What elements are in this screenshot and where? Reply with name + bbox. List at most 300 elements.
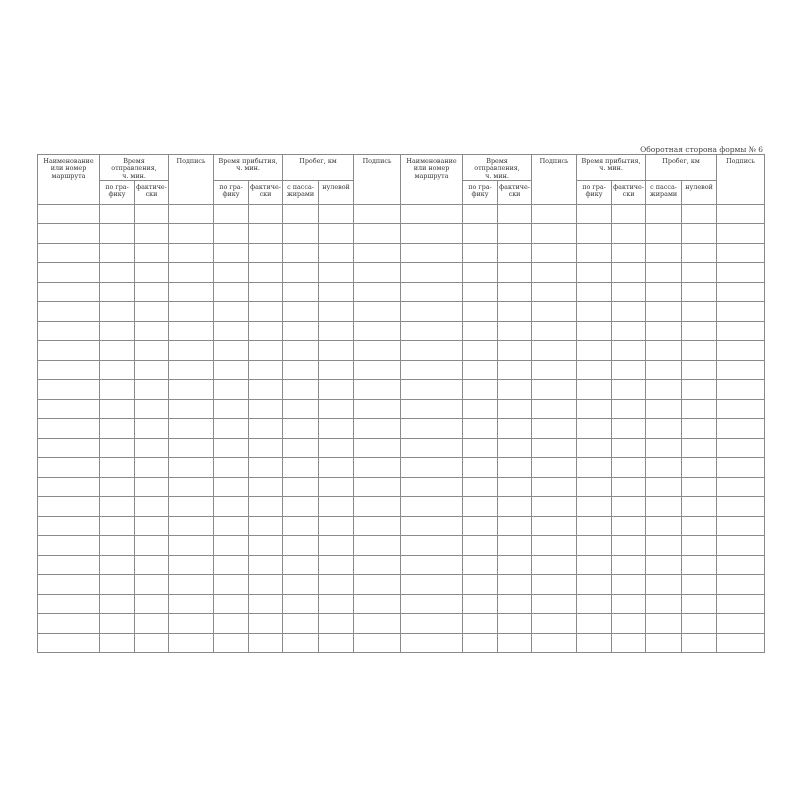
table-cell[interactable]: [612, 204, 646, 224]
table-cell[interactable]: [717, 204, 765, 224]
table-cell[interactable]: [401, 614, 463, 634]
table-cell[interactable]: [498, 224, 532, 244]
table-cell[interactable]: [354, 224, 401, 244]
table-cell[interactable]: [682, 302, 717, 322]
table-cell[interactable]: [135, 399, 169, 419]
table-cell[interactable]: [577, 575, 612, 595]
table-cell[interactable]: [646, 516, 682, 536]
table-cell[interactable]: [401, 419, 463, 439]
table-cell[interactable]: [498, 633, 532, 653]
table-cell[interactable]: [717, 594, 765, 614]
table-cell[interactable]: [354, 243, 401, 263]
table-cell[interactable]: [532, 633, 577, 653]
table-cell[interactable]: [249, 438, 283, 458]
table-cell[interactable]: [682, 438, 717, 458]
table-cell[interactable]: [169, 477, 214, 497]
table-cell[interactable]: [169, 302, 214, 322]
table-cell[interactable]: [646, 263, 682, 283]
table-cell[interactable]: [249, 321, 283, 341]
table-cell[interactable]: [532, 224, 577, 244]
table-cell[interactable]: [498, 458, 532, 478]
table-cell[interactable]: [169, 458, 214, 478]
table-cell[interactable]: [577, 555, 612, 575]
table-cell[interactable]: [498, 438, 532, 458]
table-cell[interactable]: [283, 555, 319, 575]
table-cell[interactable]: [646, 536, 682, 556]
table-cell[interactable]: [463, 614, 498, 634]
table-cell[interactable]: [577, 614, 612, 634]
table-cell[interactable]: [354, 614, 401, 634]
table-cell[interactable]: [577, 419, 612, 439]
table-cell[interactable]: [646, 438, 682, 458]
table-cell[interactable]: [532, 594, 577, 614]
table-cell[interactable]: [283, 497, 319, 517]
table-cell[interactable]: [249, 243, 283, 263]
table-cell[interactable]: [38, 360, 100, 380]
table-cell[interactable]: [38, 341, 100, 361]
table-cell[interactable]: [401, 224, 463, 244]
table-cell[interactable]: [646, 302, 682, 322]
table-cell[interactable]: [169, 575, 214, 595]
table-cell[interactable]: [319, 575, 354, 595]
table-cell[interactable]: [612, 419, 646, 439]
table-cell[interactable]: [319, 458, 354, 478]
table-cell[interactable]: [577, 321, 612, 341]
table-cell[interactable]: [532, 380, 577, 400]
table-cell[interactable]: [463, 419, 498, 439]
table-cell[interactable]: [401, 477, 463, 497]
table-cell[interactable]: [498, 263, 532, 283]
table-cell[interactable]: [319, 399, 354, 419]
table-cell[interactable]: [249, 360, 283, 380]
table-cell[interactable]: [38, 438, 100, 458]
table-cell[interactable]: [283, 243, 319, 263]
table-cell[interactable]: [682, 614, 717, 634]
table-cell[interactable]: [319, 341, 354, 361]
table-cell[interactable]: [646, 243, 682, 263]
table-cell[interactable]: [401, 516, 463, 536]
table-cell[interactable]: [169, 516, 214, 536]
table-cell[interactable]: [577, 477, 612, 497]
table-cell[interactable]: [463, 341, 498, 361]
table-cell[interactable]: [100, 380, 135, 400]
table-cell[interactable]: [646, 224, 682, 244]
table-cell[interactable]: [498, 536, 532, 556]
table-cell[interactable]: [532, 438, 577, 458]
table-cell[interactable]: [401, 341, 463, 361]
table-cell[interactable]: [682, 477, 717, 497]
table-cell[interactable]: [38, 555, 100, 575]
table-cell[interactable]: [401, 302, 463, 322]
table-cell[interactable]: [169, 263, 214, 283]
table-cell[interactable]: [319, 477, 354, 497]
table-cell[interactable]: [38, 224, 100, 244]
table-cell[interactable]: [100, 263, 135, 283]
table-cell[interactable]: [646, 477, 682, 497]
table-cell[interactable]: [100, 419, 135, 439]
table-cell[interactable]: [463, 497, 498, 517]
table-cell[interactable]: [612, 243, 646, 263]
table-cell[interactable]: [646, 575, 682, 595]
table-cell[interactable]: [401, 360, 463, 380]
table-cell[interactable]: [319, 633, 354, 653]
table-cell[interactable]: [717, 633, 765, 653]
table-cell[interactable]: [401, 575, 463, 595]
table-cell[interactable]: [532, 360, 577, 380]
table-cell[interactable]: [682, 321, 717, 341]
table-cell[interactable]: [249, 497, 283, 517]
table-cell[interactable]: [577, 399, 612, 419]
table-cell[interactable]: [214, 380, 249, 400]
table-cell[interactable]: [463, 360, 498, 380]
table-cell[interactable]: [498, 302, 532, 322]
table-cell[interactable]: [249, 633, 283, 653]
table-cell[interactable]: [135, 282, 169, 302]
table-cell[interactable]: [169, 360, 214, 380]
table-cell[interactable]: [401, 399, 463, 419]
table-cell[interactable]: [612, 341, 646, 361]
table-cell[interactable]: [100, 633, 135, 653]
table-cell[interactable]: [214, 204, 249, 224]
table-cell[interactable]: [214, 243, 249, 263]
table-cell[interactable]: [717, 516, 765, 536]
table-cell[interactable]: [249, 458, 283, 478]
table-cell[interactable]: [135, 536, 169, 556]
table-cell[interactable]: [135, 263, 169, 283]
table-cell[interactable]: [463, 477, 498, 497]
table-cell[interactable]: [717, 341, 765, 361]
table-cell[interactable]: [214, 321, 249, 341]
table-cell[interactable]: [283, 204, 319, 224]
table-cell[interactable]: [646, 614, 682, 634]
table-cell[interactable]: [135, 224, 169, 244]
table-cell[interactable]: [283, 438, 319, 458]
table-cell[interactable]: [249, 263, 283, 283]
table-cell[interactable]: [354, 536, 401, 556]
table-cell[interactable]: [612, 321, 646, 341]
table-cell[interactable]: [646, 282, 682, 302]
table-cell[interactable]: [214, 302, 249, 322]
table-cell[interactable]: [532, 204, 577, 224]
table-cell[interactable]: [646, 555, 682, 575]
table-cell[interactable]: [646, 633, 682, 653]
table-cell[interactable]: [532, 263, 577, 283]
table-cell[interactable]: [283, 477, 319, 497]
table-cell[interactable]: [100, 477, 135, 497]
table-cell[interactable]: [612, 516, 646, 536]
table-cell[interactable]: [498, 360, 532, 380]
table-cell[interactable]: [319, 516, 354, 536]
table-cell[interactable]: [498, 380, 532, 400]
table-cell[interactable]: [577, 633, 612, 653]
table-cell[interactable]: [532, 614, 577, 634]
table-cell[interactable]: [717, 438, 765, 458]
table-cell[interactable]: [717, 321, 765, 341]
table-cell[interactable]: [646, 497, 682, 517]
table-cell[interactable]: [577, 458, 612, 478]
table-cell[interactable]: [498, 516, 532, 536]
table-cell[interactable]: [100, 516, 135, 536]
table-cell[interactable]: [249, 594, 283, 614]
table-cell[interactable]: [463, 399, 498, 419]
table-cell[interactable]: [717, 360, 765, 380]
table-cell[interactable]: [319, 497, 354, 517]
table-cell[interactable]: [283, 419, 319, 439]
table-cell[interactable]: [38, 243, 100, 263]
table-cell[interactable]: [214, 458, 249, 478]
table-cell[interactable]: [283, 516, 319, 536]
table-cell[interactable]: [38, 263, 100, 283]
table-cell[interactable]: [100, 458, 135, 478]
table-cell[interactable]: [100, 282, 135, 302]
table-cell[interactable]: [214, 633, 249, 653]
table-cell[interactable]: [612, 614, 646, 634]
table-cell[interactable]: [354, 575, 401, 595]
table-cell[interactable]: [717, 555, 765, 575]
table-cell[interactable]: [354, 399, 401, 419]
table-cell[interactable]: [682, 419, 717, 439]
table-cell[interactable]: [401, 536, 463, 556]
table-cell[interactable]: [283, 224, 319, 244]
table-cell[interactable]: [214, 224, 249, 244]
table-cell[interactable]: [401, 497, 463, 517]
table-cell[interactable]: [283, 594, 319, 614]
table-cell[interactable]: [612, 224, 646, 244]
table-cell[interactable]: [717, 302, 765, 322]
table-cell[interactable]: [717, 263, 765, 283]
table-cell[interactable]: [169, 399, 214, 419]
table-cell[interactable]: [532, 458, 577, 478]
table-cell[interactable]: [135, 204, 169, 224]
table-cell[interactable]: [283, 302, 319, 322]
table-cell[interactable]: [463, 516, 498, 536]
table-cell[interactable]: [38, 282, 100, 302]
table-cell[interactable]: [401, 458, 463, 478]
table-cell[interactable]: [577, 282, 612, 302]
table-cell[interactable]: [532, 497, 577, 517]
table-cell[interactable]: [319, 380, 354, 400]
table-cell[interactable]: [682, 536, 717, 556]
table-cell[interactable]: [577, 380, 612, 400]
table-cell[interactable]: [100, 224, 135, 244]
table-cell[interactable]: [283, 282, 319, 302]
table-cell[interactable]: [214, 399, 249, 419]
table-cell[interactable]: [135, 243, 169, 263]
table-cell[interactable]: [646, 594, 682, 614]
table-cell[interactable]: [498, 419, 532, 439]
table-cell[interactable]: [717, 536, 765, 556]
table-cell[interactable]: [612, 633, 646, 653]
table-cell[interactable]: [646, 399, 682, 419]
table-cell[interactable]: [135, 341, 169, 361]
table-cell[interactable]: [577, 438, 612, 458]
table-cell[interactable]: [100, 575, 135, 595]
table-cell[interactable]: [354, 594, 401, 614]
table-cell[interactable]: [249, 536, 283, 556]
table-cell[interactable]: [38, 497, 100, 517]
table-cell[interactable]: [532, 419, 577, 439]
table-cell[interactable]: [498, 243, 532, 263]
table-cell[interactable]: [401, 438, 463, 458]
table-cell[interactable]: [100, 614, 135, 634]
table-cell[interactable]: [249, 477, 283, 497]
table-cell[interactable]: [682, 497, 717, 517]
table-cell[interactable]: [100, 399, 135, 419]
table-cell[interactable]: [532, 399, 577, 419]
table-cell[interactable]: [38, 633, 100, 653]
table-cell[interactable]: [646, 341, 682, 361]
table-cell[interactable]: [682, 458, 717, 478]
table-cell[interactable]: [401, 633, 463, 653]
table-cell[interactable]: [354, 380, 401, 400]
table-cell[interactable]: [354, 282, 401, 302]
table-cell[interactable]: [354, 360, 401, 380]
table-cell[interactable]: [169, 243, 214, 263]
table-cell[interactable]: [682, 204, 717, 224]
table-cell[interactable]: [682, 516, 717, 536]
table-cell[interactable]: [612, 555, 646, 575]
table-cell[interactable]: [214, 497, 249, 517]
table-cell[interactable]: [354, 555, 401, 575]
table-cell[interactable]: [682, 341, 717, 361]
table-cell[interactable]: [612, 263, 646, 283]
table-cell[interactable]: [214, 555, 249, 575]
table-cell[interactable]: [498, 321, 532, 341]
table-cell[interactable]: [532, 302, 577, 322]
table-cell[interactable]: [135, 633, 169, 653]
table-cell[interactable]: [682, 243, 717, 263]
table-cell[interactable]: [169, 555, 214, 575]
table-cell[interactable]: [319, 243, 354, 263]
table-cell[interactable]: [249, 204, 283, 224]
table-cell[interactable]: [319, 555, 354, 575]
table-cell[interactable]: [612, 380, 646, 400]
table-cell[interactable]: [214, 516, 249, 536]
table-cell[interactable]: [401, 243, 463, 263]
table-cell[interactable]: [135, 419, 169, 439]
table-cell[interactable]: [577, 302, 612, 322]
table-cell[interactable]: [319, 263, 354, 283]
table-cell[interactable]: [577, 243, 612, 263]
table-cell[interactable]: [100, 302, 135, 322]
table-cell[interactable]: [463, 438, 498, 458]
table-cell[interactable]: [354, 263, 401, 283]
table-cell[interactable]: [682, 360, 717, 380]
table-cell[interactable]: [532, 555, 577, 575]
table-cell[interactable]: [100, 360, 135, 380]
table-cell[interactable]: [532, 243, 577, 263]
table-cell[interactable]: [498, 341, 532, 361]
table-cell[interactable]: [401, 380, 463, 400]
table-cell[interactable]: [169, 633, 214, 653]
table-cell[interactable]: [612, 438, 646, 458]
table-cell[interactable]: [612, 458, 646, 478]
table-cell[interactable]: [577, 263, 612, 283]
table-cell[interactable]: [38, 204, 100, 224]
table-cell[interactable]: [135, 477, 169, 497]
table-cell[interactable]: [577, 341, 612, 361]
table-cell[interactable]: [577, 516, 612, 536]
table-cell[interactable]: [463, 224, 498, 244]
table-cell[interactable]: [169, 224, 214, 244]
table-cell[interactable]: [169, 282, 214, 302]
table-cell[interactable]: [682, 555, 717, 575]
table-cell[interactable]: [463, 380, 498, 400]
table-cell[interactable]: [646, 204, 682, 224]
table-cell[interactable]: [498, 497, 532, 517]
table-cell[interactable]: [682, 399, 717, 419]
table-cell[interactable]: [283, 614, 319, 634]
table-cell[interactable]: [612, 302, 646, 322]
table-cell[interactable]: [717, 614, 765, 634]
table-cell[interactable]: [214, 263, 249, 283]
table-cell[interactable]: [682, 594, 717, 614]
table-cell[interactable]: [283, 321, 319, 341]
table-cell[interactable]: [682, 633, 717, 653]
table-cell[interactable]: [214, 594, 249, 614]
table-cell[interactable]: [100, 321, 135, 341]
table-cell[interactable]: [717, 458, 765, 478]
table-cell[interactable]: [319, 419, 354, 439]
table-cell[interactable]: [612, 594, 646, 614]
table-cell[interactable]: [401, 594, 463, 614]
table-cell[interactable]: [249, 224, 283, 244]
table-cell[interactable]: [717, 419, 765, 439]
table-cell[interactable]: [717, 380, 765, 400]
table-cell[interactable]: [401, 321, 463, 341]
table-cell[interactable]: [135, 321, 169, 341]
table-cell[interactable]: [38, 594, 100, 614]
table-cell[interactable]: [577, 360, 612, 380]
table-cell[interactable]: [498, 399, 532, 419]
table-cell[interactable]: [283, 575, 319, 595]
table-cell[interactable]: [498, 575, 532, 595]
table-cell[interactable]: [577, 497, 612, 517]
table-cell[interactable]: [498, 614, 532, 634]
table-cell[interactable]: [463, 302, 498, 322]
table-cell[interactable]: [249, 419, 283, 439]
table-cell[interactable]: [717, 497, 765, 517]
table-cell[interactable]: [319, 204, 354, 224]
table-cell[interactable]: [283, 633, 319, 653]
table-cell[interactable]: [249, 575, 283, 595]
table-cell[interactable]: [169, 380, 214, 400]
table-cell[interactable]: [214, 536, 249, 556]
table-cell[interactable]: [38, 614, 100, 634]
table-cell[interactable]: [38, 321, 100, 341]
table-cell[interactable]: [463, 204, 498, 224]
table-cell[interactable]: [354, 516, 401, 536]
table-cell[interactable]: [249, 399, 283, 419]
table-cell[interactable]: [354, 477, 401, 497]
table-cell[interactable]: [463, 536, 498, 556]
table-cell[interactable]: [214, 614, 249, 634]
table-cell[interactable]: [214, 575, 249, 595]
table-cell[interactable]: [169, 419, 214, 439]
table-cell[interactable]: [283, 536, 319, 556]
table-cell[interactable]: [463, 243, 498, 263]
table-cell[interactable]: [646, 380, 682, 400]
table-cell[interactable]: [38, 477, 100, 497]
table-cell[interactable]: [682, 282, 717, 302]
table-cell[interactable]: [532, 321, 577, 341]
table-cell[interactable]: [283, 380, 319, 400]
table-cell[interactable]: [249, 380, 283, 400]
table-cell[interactable]: [577, 224, 612, 244]
table-cell[interactable]: [169, 497, 214, 517]
table-cell[interactable]: [38, 575, 100, 595]
table-cell[interactable]: [214, 341, 249, 361]
